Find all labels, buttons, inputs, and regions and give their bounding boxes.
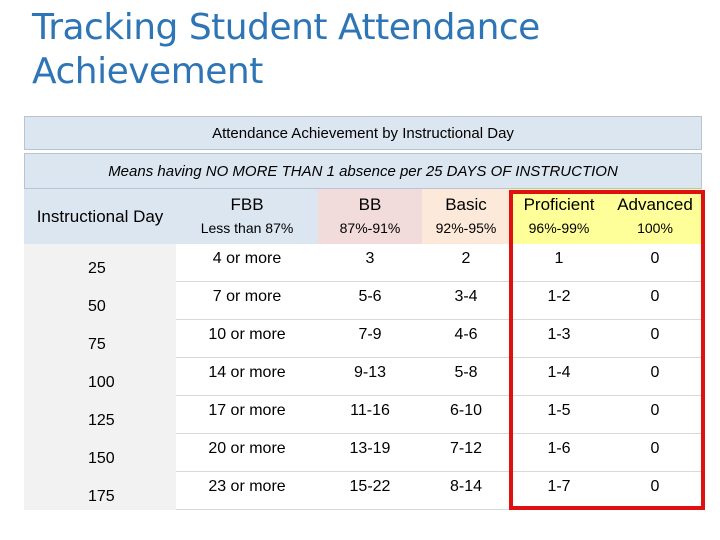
table-row bbox=[24, 358, 702, 396]
header-basic bbox=[422, 189, 510, 244]
table-title: Attendance Achievement by Instructional Day bbox=[24, 116, 702, 150]
advanced-cell: 0 bbox=[650, 440, 660, 457]
fbb-cell: 7 or more bbox=[212, 288, 282, 305]
basic-cell: 6-10 bbox=[449, 402, 483, 419]
header-advanced bbox=[608, 189, 702, 244]
bb-cell: 3 bbox=[365, 250, 375, 267]
proficient-cell: 1-5 bbox=[547, 402, 571, 419]
fbb-cell: 17 or more bbox=[208, 402, 286, 419]
fbb-cell: 23 or more bbox=[208, 478, 286, 495]
page-title: Tracking Student Attendance Achievement bbox=[32, 7, 540, 92]
attendance-table bbox=[24, 244, 702, 510]
table-row bbox=[24, 434, 702, 472]
header-fbb bbox=[176, 189, 318, 244]
basic-cell: 7-12 bbox=[449, 440, 483, 457]
level-range: 100% bbox=[637, 220, 673, 236]
day-cell: 100 bbox=[24, 358, 176, 396]
level-range: Less than 87% bbox=[200, 220, 294, 236]
level-name: FBB bbox=[230, 195, 264, 214]
fbb-cell: 14 or more bbox=[208, 364, 286, 381]
level-name: BB bbox=[358, 195, 382, 214]
bb-cell: 13-19 bbox=[349, 440, 391, 457]
advanced-cell: 0 bbox=[650, 250, 660, 267]
level-name: Basic bbox=[445, 195, 487, 214]
table-row bbox=[24, 244, 702, 282]
header-proficient bbox=[510, 189, 608, 244]
advanced-cell: 0 bbox=[650, 402, 660, 419]
day-cell: 25 bbox=[24, 244, 176, 282]
fbb-cell: 4 or more bbox=[212, 250, 282, 267]
fbb-cell: 20 or more bbox=[208, 440, 286, 457]
table-row bbox=[24, 472, 702, 510]
basic-cell: 2 bbox=[461, 250, 471, 267]
level-range: 96%-99% bbox=[528, 220, 590, 236]
fbb-cell: 10 or more bbox=[208, 326, 286, 343]
proficient-cell: 1-2 bbox=[547, 288, 571, 305]
day-cell: 50 bbox=[24, 282, 176, 320]
basic-cell: 4-6 bbox=[454, 326, 478, 343]
day-cell: 175 bbox=[24, 472, 176, 510]
basic-cell: 3-4 bbox=[454, 288, 478, 305]
proficient-cell: 1-3 bbox=[547, 326, 571, 343]
advanced-cell: 0 bbox=[650, 326, 660, 343]
level-name: Proficient bbox=[523, 195, 595, 214]
table-row bbox=[24, 396, 702, 434]
bb-cell: 15-22 bbox=[349, 478, 391, 495]
day-cell: 150 bbox=[24, 434, 176, 472]
level-range: 87%-91% bbox=[339, 220, 401, 236]
header-instructional-day: Instructional Day bbox=[24, 189, 176, 244]
table-subtitle: Means having NO MORE THAN 1 absence per 25 DAYS OF INSTRUCTION bbox=[24, 153, 702, 189]
basic-cell: 5-8 bbox=[454, 364, 478, 381]
bb-cell: 7-9 bbox=[358, 326, 382, 343]
table-row bbox=[24, 282, 702, 320]
advanced-cell: 0 bbox=[650, 478, 660, 495]
proficient-cell: 1-6 bbox=[547, 440, 571, 457]
advanced-cell: 0 bbox=[650, 364, 660, 381]
bb-cell: 11-16 bbox=[350, 402, 390, 419]
bb-cell: 9-13 bbox=[353, 364, 387, 381]
proficient-cell: 1-7 bbox=[547, 478, 571, 495]
header-bb bbox=[318, 189, 422, 244]
day-cell: 75 bbox=[24, 320, 176, 358]
advanced-cell: 0 bbox=[650, 288, 660, 305]
day-cell: 125 bbox=[24, 396, 176, 434]
level-name: Advanced bbox=[617, 195, 693, 214]
level-range: 92%-95% bbox=[435, 220, 497, 236]
basic-cell: 8-14 bbox=[449, 478, 483, 495]
proficient-cell: 1-4 bbox=[547, 364, 571, 381]
proficient-cell: 1 bbox=[554, 250, 564, 267]
bb-cell: 5-6 bbox=[358, 288, 382, 305]
table-row bbox=[24, 320, 702, 358]
